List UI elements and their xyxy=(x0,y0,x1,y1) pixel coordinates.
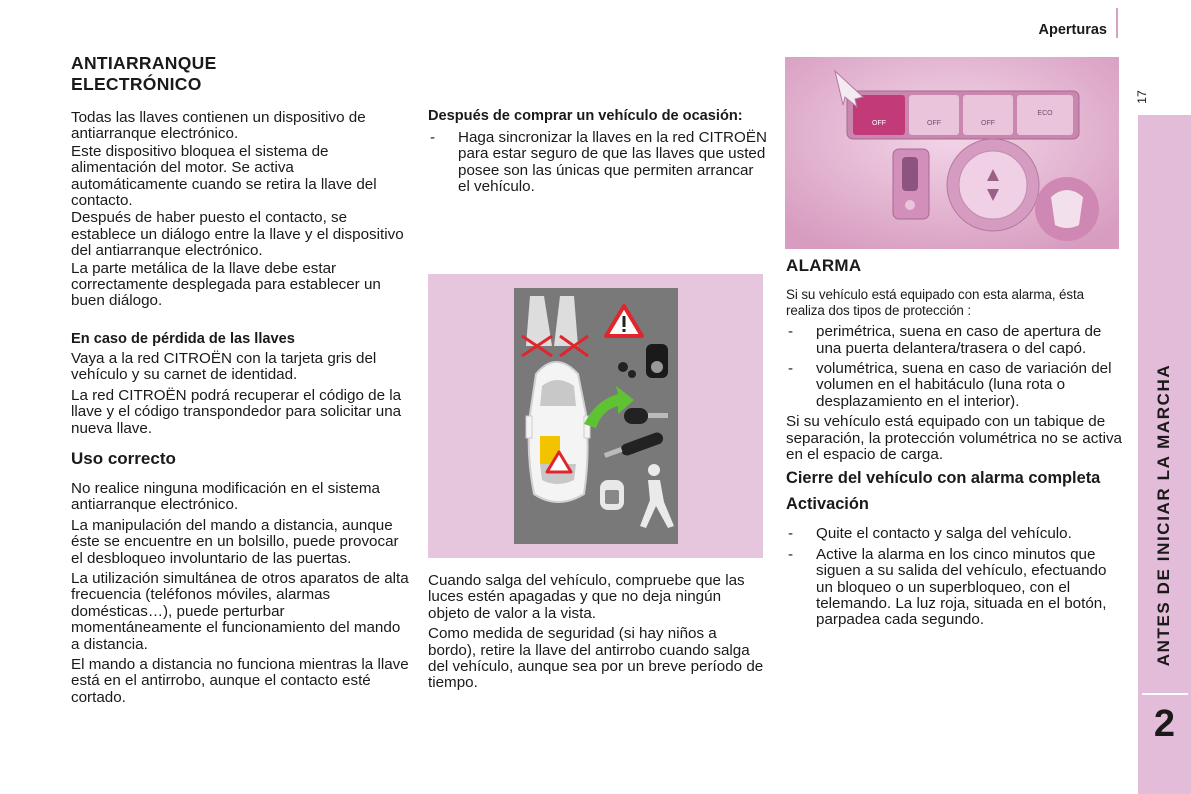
alarm-button xyxy=(853,95,905,135)
column-2-bottom xyxy=(428,573,766,692)
panel-button-label: OFF xyxy=(927,120,941,127)
correct-use-paragraph: El mando a distancia no funciona mientras la llave está en el antirrobo, aunque el contacto esté cortado. xyxy=(71,655,409,706)
intro-paragraph: Después de haber puesto el contacto, se establece un diálogo entre la llave y el dispositivo del antiarranque electrónico. xyxy=(71,209,404,260)
lost-keys-paragraph: Vaya a la red CITROËN con la tarjeta gris del vehículo y su carnet de identidad. xyxy=(71,349,377,384)
full-lock-heading: Cierre del vehículo con alarma completa xyxy=(786,469,1101,488)
leaving-vehicle-paragraph: Cuando salga del vehículo, compruebe que las luces estén apagadas y que no deja ningún objeto de valor a la vista. xyxy=(428,572,745,622)
alarm-title: ALARMA xyxy=(786,256,862,275)
alarm-intro: Si su vehículo está equipado con esta alarma, ésta realiza dos tipos de protección : xyxy=(786,287,1084,318)
alarm-note: Si su vehículo está equipado con un tabique de separación, la protección volumétrica no se activa en el espacio de carga. xyxy=(786,413,1122,464)
activation-bullet: - Quite el contacto y salga del vehículo. xyxy=(788,525,1072,543)
steering-wheel-icon xyxy=(1051,190,1083,228)
column-1 xyxy=(71,53,411,706)
panel-button-label: ECO xyxy=(1037,110,1053,117)
used-vehicle-bullet: - Haga sincronizar la llaves en la red CITROËN para estar seguro de que las llaves que usted posee son las únicas que permiten arrancar el vehículo. xyxy=(430,129,767,196)
intro-paragraph: Este dispositivo bloquea el sistema de alimentación del motor. Se activa automáticamente cuando se retira la llave del contacto. xyxy=(71,142,377,210)
alarm-button-panel-illustration xyxy=(785,57,1119,249)
activation-bullet: - Active la alarma en los cinco minutos que siguen a su salida del vehículo, efectuando un bloqueo o un superbloqueo, con el telemando. La luz roja, situada en el botón, parpadea cada segundo. xyxy=(788,545,1107,629)
antitheft-illustration xyxy=(428,274,763,558)
correct-use-paragraph: La utilización simultánea de otros aparatos de alta frecuencia (teléfonos móviles, alarmas domésticas…), puede perturbar momentáneamente el funcionamiento del mando a distancia. xyxy=(71,569,409,653)
column-3 xyxy=(786,256,1124,629)
immobiliser-intro xyxy=(71,110,411,310)
header-title: Aperturas xyxy=(1038,22,1107,38)
alarm-bullet: - perimétrica, suena en caso de apertura de una puerta delantera/trasera o del capó. xyxy=(788,323,1102,357)
page-number: 17 xyxy=(1135,90,1149,104)
fog-light-icon xyxy=(905,200,915,210)
lost-keys-paragraph: La red CITROËN podrá recuperar el código de la llave y el código transpondedor para solicitar una nueva llave. xyxy=(71,386,402,437)
leaving-vehicle-paragraph: Como medida de seguridad (si hay niños a bordo), retire la llave del antirrobo cuando salga del vehículo, aunque sea por un breve período de tiempo. xyxy=(428,625,764,692)
alarm-bullet: - volumétrica, suena en caso de variación del volumen en el habitáculo (luna rota o desplazamiento en el interior). xyxy=(788,360,1112,410)
header-rule xyxy=(1116,8,1118,38)
activation-heading: Activación xyxy=(786,495,869,514)
intro-paragraph: La parte metálica de la llave debe estar correctamente desplegada para establecer un buen diálogo. xyxy=(71,259,381,310)
immobiliser-title-line2: ELECTRÓNICO xyxy=(71,74,202,94)
correct-use-paragraph: No realice ninguna modificación en el sistema antiarranque electrónico. xyxy=(71,479,380,514)
lost-keys-heading: En caso de pérdida de las llaves xyxy=(71,330,295,347)
chapter-number: 2 xyxy=(1153,703,1176,745)
lock-icon xyxy=(600,480,624,510)
mirror-control-knob xyxy=(959,151,1027,219)
chapter-divider xyxy=(1142,693,1188,695)
correct-use-paragraph: La manipulación del mando a distancia, aunque éste se encuentre en un bolsillo, puede provocar el desbloqueo involuntario de las puertas. xyxy=(71,516,399,567)
alarm-button-label: OFF xyxy=(872,120,886,127)
intro-paragraph: Todas las llaves contienen un dispositivo de antiarranque electrónico. xyxy=(71,109,366,143)
correct-use-heading: Uso correcto xyxy=(71,448,176,468)
immobiliser-title-line1: ANTIARRANQUE xyxy=(71,53,217,73)
panel-button-label: OFF xyxy=(981,120,995,127)
used-vehicle-heading: Después de comprar un vehículo de ocasión: xyxy=(428,108,743,124)
chapter-label: ANTES DE INICIAR LA MARCHA xyxy=(1154,363,1173,667)
car-top-view-icon xyxy=(526,362,590,502)
column-2-top xyxy=(428,109,768,196)
